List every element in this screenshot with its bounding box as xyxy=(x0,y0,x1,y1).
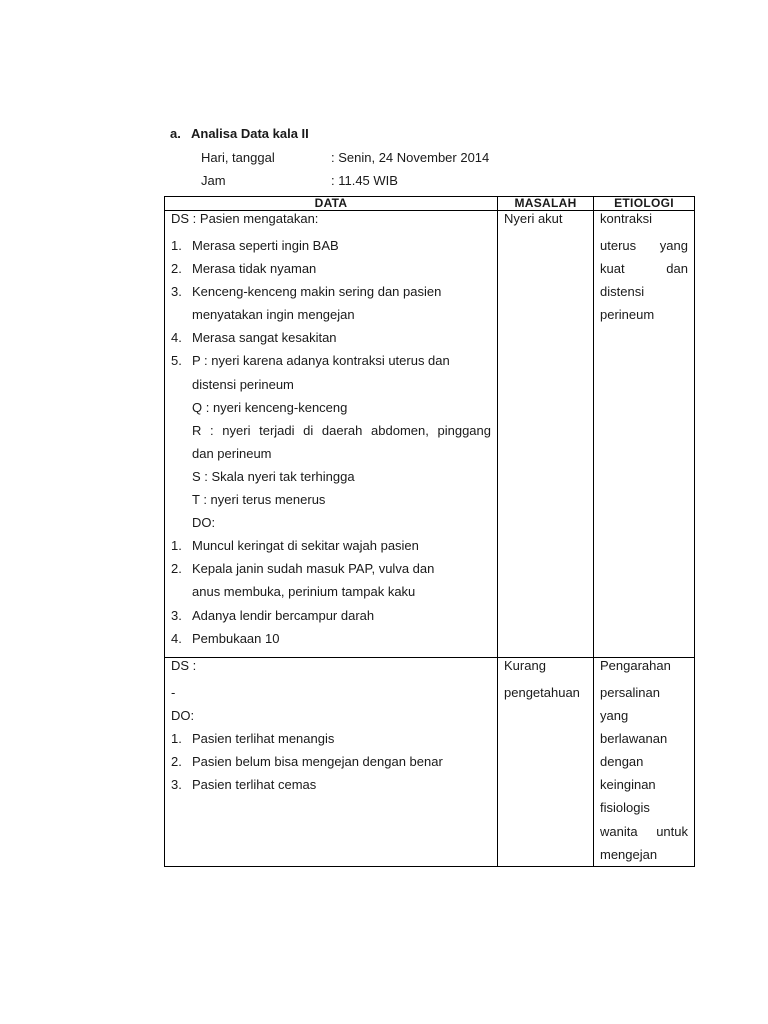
row1-etiologi-cell xyxy=(594,211,695,658)
list-item: 2. Kepala janin sudah masuk PAP, vulva dan xyxy=(171,561,435,577)
list-item: 1. Merasa seperti ingin BAB xyxy=(171,238,339,253)
table-row xyxy=(165,658,695,867)
etiologi-line: berlawanan xyxy=(600,731,668,747)
masalah-line: Kurang xyxy=(504,658,546,673)
etiologi-line: distensi xyxy=(600,284,645,300)
header-masalah: MASALAH xyxy=(498,197,594,211)
list-item: 1. Pasien terlihat menangis xyxy=(171,731,335,747)
list-item-continuation: anus membuka, perinium tampak kaku xyxy=(192,584,416,600)
row1-data-cell xyxy=(165,211,498,658)
pain-r: R : nyeri terjadi di daerah abdomen, pinggang xyxy=(192,422,491,438)
etiologi-line: mengejan xyxy=(600,846,658,862)
list-item: 5. P : nyeri karena adanya kontraksi uterus dan xyxy=(171,353,450,369)
header-etiologi: ETIOLOGI xyxy=(594,197,695,211)
etiologi-line: kontraksi xyxy=(600,211,653,226)
pain-q: Q : nyeri kenceng-kenceng xyxy=(192,399,348,415)
table-header-row xyxy=(165,197,695,211)
list-item: 4. Merasa sangat kesakitan xyxy=(171,330,337,346)
pain-t: T : nyeri terus menerus xyxy=(192,492,326,508)
analysis-table xyxy=(164,196,695,867)
pain-s: S : Skala nyeri tak terhingga xyxy=(192,468,355,484)
row2-masalah-cell xyxy=(498,658,594,867)
etiologi-line: kuat dan xyxy=(600,261,688,277)
etiologi-line: persalinan xyxy=(600,685,660,700)
row2-do-label: DO: xyxy=(171,708,195,724)
row1-masalah-cell xyxy=(498,211,594,658)
list-item-continuation: distensi perineum xyxy=(192,376,294,392)
etiologi-line: dengan xyxy=(600,754,644,770)
section-title: Analisa Data kala II xyxy=(191,126,309,141)
etiologi-line: uterus yang xyxy=(600,238,688,253)
etiologi-line: yang xyxy=(600,708,629,724)
meta-date-label: Hari, tanggal xyxy=(201,150,275,165)
row2-ds-label: DS : xyxy=(171,658,197,673)
list-item: 3. Adanya lendir bercampur darah xyxy=(171,607,375,623)
list-item: 1. Muncul keringat di sekitar wajah pasien xyxy=(171,538,419,554)
list-item-continuation: menyatakan ingin mengejan xyxy=(192,307,355,323)
pain-r-continuation: dan perineum xyxy=(192,445,272,461)
row1-ds-label: DS : Pasien mengatakan: xyxy=(171,211,319,226)
row2-etiologi-cell xyxy=(594,658,695,867)
row2-data-cell xyxy=(165,658,498,867)
header-data: DATA xyxy=(165,197,498,211)
row2-ds-value: - xyxy=(171,685,176,700)
list-item: 2. Merasa tidak nyaman xyxy=(171,261,317,277)
section-marker: a. xyxy=(170,126,181,141)
meta-time-value: : 11.45 WIB xyxy=(331,173,398,188)
section-heading xyxy=(170,126,309,141)
etiologi-line: perineum xyxy=(600,307,655,323)
list-item: 4. Pembukaan 10 xyxy=(171,630,280,646)
row1-masalah: Nyeri akut xyxy=(504,211,563,226)
list-item: 2. Pasien belum bisa mengejan dengan benar xyxy=(171,754,443,770)
list-item: 3. Kenceng-kenceng makin sering dan pasien xyxy=(171,284,442,300)
etiologi-line: fisiologis xyxy=(600,800,650,816)
etiologi-line: Pengarahan xyxy=(600,658,671,673)
table-row xyxy=(165,211,695,658)
list-item: 3. Pasien terlihat cemas xyxy=(171,777,317,793)
etiologi-line: wanita untuk xyxy=(600,823,688,839)
meta-date-value: : Senin, 24 November 2014 xyxy=(331,150,490,165)
meta-time-label: Jam xyxy=(201,173,226,188)
masalah-line: pengetahuan xyxy=(504,685,580,700)
etiologi-line: keinginan xyxy=(600,777,656,793)
row1-do-label: DO: xyxy=(192,515,216,531)
